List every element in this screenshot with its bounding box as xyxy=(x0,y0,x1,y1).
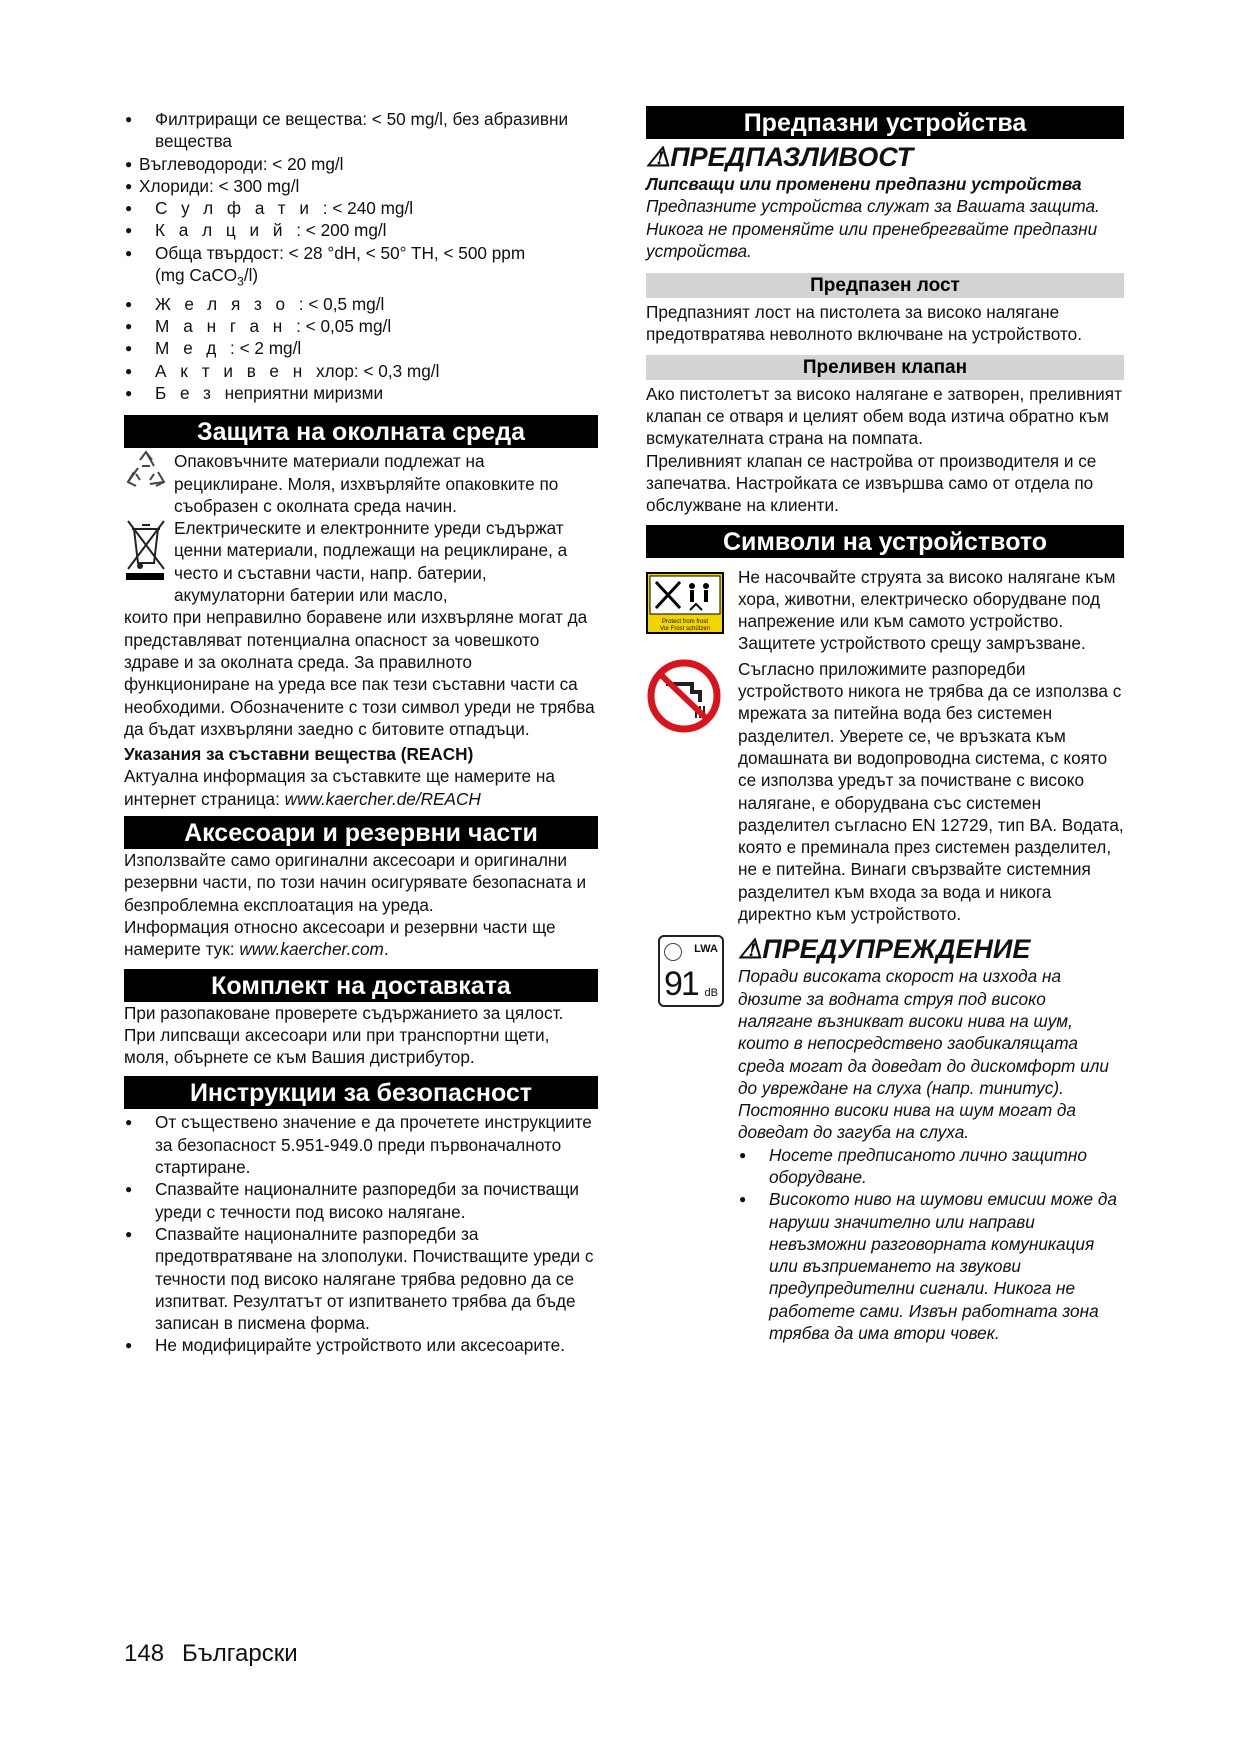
page-number: 148 xyxy=(124,1640,165,1667)
reach-link[interactable]: www.kaercher.de/REACH xyxy=(284,788,481,809)
frost-label-1: Protect from frost xyxy=(661,618,708,625)
noise-level-icon xyxy=(646,935,738,1344)
spec-copper: ● Мед: < 2 mg/l xyxy=(124,337,598,359)
symbol-jet-text: Не насочвайте струята за високо налягане към хора, животни, електрическо оборудване под напрежение или към самото устройство. Защитете устройството срещу замръзване. xyxy=(738,566,1116,654)
safety-item: ● Спазвайте националните разпоредби за предотвратяване на злополуки. Почистващите уреди с течности под високо налягане трябва редовно да се изпитват. Резултатът от изпитването трябва да бъде записан в писмена форма. xyxy=(124,1223,598,1334)
page-footer xyxy=(124,1640,316,1668)
symbol-jet-block xyxy=(646,566,1124,655)
symbol-water-text: Съгласно приложимите разпоредби устройството никога не трябва да се използва с мрежата за питейна вода без системен разделител. Уверете се, че връзката към домашната ви водопроводна система, с която се използва уредът за почистване с високо налягане, е оборудвана със системен разделител съгласно EN 12729, тип BA. Водата, която е преминала през системен разделител, не е питейна. Винаги свързвайте системния разделител към входа за вода и никога директно към устройството. xyxy=(738,658,1124,925)
noise-warning-item: ● Високото ниво на шумови емисии може да наруши значително или направи невъзможни разговорната комуникация или възприемането на звукови предупредителни сигнали. Никога не работете сами. Извън работната зона трябва да има втори човек. xyxy=(738,1188,1124,1344)
lever-heading: Предпазен лост xyxy=(646,273,1124,298)
symbols-heading: Символи на устройството xyxy=(646,525,1124,558)
delivery-heading: Комплект на доставката xyxy=(124,969,598,1002)
speaker-icon xyxy=(664,943,682,961)
recycle-block xyxy=(124,450,598,517)
right-column xyxy=(646,106,1124,1344)
caution-subtitle: Липсващи или променени предпазни устройства xyxy=(646,174,1082,194)
safety-item: ● Спазвайте националните разпоредби за почистващи уреди с течности под високо налягане. xyxy=(124,1178,598,1223)
crossed-bin-icon xyxy=(124,517,174,606)
valve-text-2: Преливният клапан се настройва от производителя и се запечатва. Настройката се извършва само от отдела по обслужване на клиенти. xyxy=(646,450,1097,516)
spec-odor: ● Безнеприятни миризми xyxy=(124,382,598,404)
env-weee-text: Електрическите и електронните уреди съдържат ценни материали, подлежащи на рециклиране, а често и съставни части, напр. батерии, акумулаторни батерии или масло, xyxy=(174,518,568,606)
language-label: Български xyxy=(182,1640,298,1667)
spec-chlorides: ● Хлориди: < 300 mg/l xyxy=(124,175,598,197)
noise-unit: dB xyxy=(704,987,718,1000)
spec-hydrocarbons: ● Въглеводороди: < 20 mg/l xyxy=(124,153,598,175)
spec-calcium: ● Калций: < 200 mg/l xyxy=(124,219,598,241)
valve-text-1: Ако пистолетът за високо налягане е затворен, преливният клапан се отваря и целият обем вода изтича обратно към всмукателната страна на помпата. xyxy=(646,383,1122,449)
accessories-info: Информация относно аксесоари и резервни части ще намерите тук: www.kaercher.com. xyxy=(124,916,556,960)
caution-text-1: Предпазните устройства служат за Вашата защита. xyxy=(646,196,1100,217)
no-spray-frost-icon xyxy=(646,572,738,655)
reach-title: Указания за съставни вещества (REACH) xyxy=(124,744,474,765)
noise-block xyxy=(646,935,1124,1344)
delivery-text: При разопаковане проверете съдържанието за цялост. При липсващи аксесоари или при транспортни щети, моля, обърнете се към Вашия дистрибутор. xyxy=(124,1002,564,1068)
spec-sulfates: ● Сулфати: < 240 mg/l xyxy=(124,197,598,219)
spec-manganese: ● Манган: < 0,05 mg/l xyxy=(124,315,598,337)
spec-iron: ● Желязо: < 0,5 mg/l xyxy=(124,293,598,315)
accessories-text: Използвайте само оригинални аксесоари и оригинални резервни части, по този начин осигурявате безопасната и безпроблемна експлоатация на уреда. xyxy=(124,850,587,915)
noise-lwa-label: LWA xyxy=(694,943,718,956)
caution-heading: ⚠ПРЕДПАЗЛИВОСТ xyxy=(646,142,914,172)
safety-item: ● От съществено значение е да прочетете инструкциите за безопасност 5.951-949.0 преди първоначалното стартиране. xyxy=(124,1111,598,1178)
kaercher-link[interactable]: www.kaercher.com xyxy=(239,939,384,960)
weee-block xyxy=(124,517,598,606)
valve-heading: Преливен клапан xyxy=(646,355,1124,380)
accessories-heading: Аксесоари и резервни части xyxy=(124,816,598,849)
recycle-icon xyxy=(124,450,174,517)
reach-text: Актуална информация за съставките ще намерите на интернет страница: www.kaercher.de/REACH xyxy=(124,766,555,809)
left-column xyxy=(124,108,598,1357)
spec-suspended: ● Филтриращи се вещества: < 50 mg/l, без абразивни вещества xyxy=(124,108,598,153)
frost-label-2: Vor Frost schützen xyxy=(659,625,711,632)
lever-text: Предпазният лост на пистолета за високо налягане предотвратява неволното включване на устройството. xyxy=(646,302,1083,345)
noise-value: 91 xyxy=(664,965,698,1004)
env-weee-text-cont: които при неправилно боравене или изхвърляне могат да представляват потенциална опасност за човешкото здраве и за околната среда. За правилното функциониране на уреда все пак тези съставни части са необходими. Обозначените с този символ уреди не трябва да бъдат изхвърляни заедно с битовите отпадъци. xyxy=(124,607,595,739)
protect-heading: Предпазни устройства xyxy=(646,106,1124,139)
noise-warning xyxy=(738,935,1124,1344)
no-drinking-water-icon xyxy=(646,658,738,926)
env-heading: Защита на околната среда xyxy=(124,415,598,448)
noise-warning-item: ● Носете предписаното лично защитно оборудване. xyxy=(738,1144,1124,1189)
safety-item: ● Не модифицирайте устройството или аксесоарите. xyxy=(124,1334,598,1356)
env-recycle-text: Опаковъчните материали подлежат на рециклиране. Моля, изхвърляйте опаковките по съобразен с околната среда начин. xyxy=(174,451,559,516)
noise-warning-heading: ⚠ПРЕДУПРЕЖДЕНИЕ xyxy=(738,934,1031,965)
safety-heading: Инструкции за безопасност xyxy=(124,1076,598,1109)
symbol-water-block xyxy=(646,658,1124,926)
spec-hardness: ● Обща твърдост: < 28 °dH, < 50° TH, < 500 ppm (mg CaCO$_3$/l) xyxy=(124,242,598,293)
noise-warning-text: Поради високата скорост на изхода на дюзите за водната струя под високо налягане възникват високи нива на шум, които в непосредствено заобикалящата среда могат да доведат до дискомфорт или до увреждане на слуха (напр. тинитус). Постоянно високи нива на шум могат да доведат до загуба на слуха. xyxy=(738,966,1109,1143)
spec-chlorine: ● Активенхлор: < 0,3 mg/l xyxy=(124,360,598,382)
warning-triangle-icon: ⚠ xyxy=(646,142,671,172)
caution-text-2: Никога не променяйте или пренебрегвайте предпазни устройства. xyxy=(646,218,1098,261)
warning-triangle-icon: ⚠ xyxy=(738,934,763,965)
